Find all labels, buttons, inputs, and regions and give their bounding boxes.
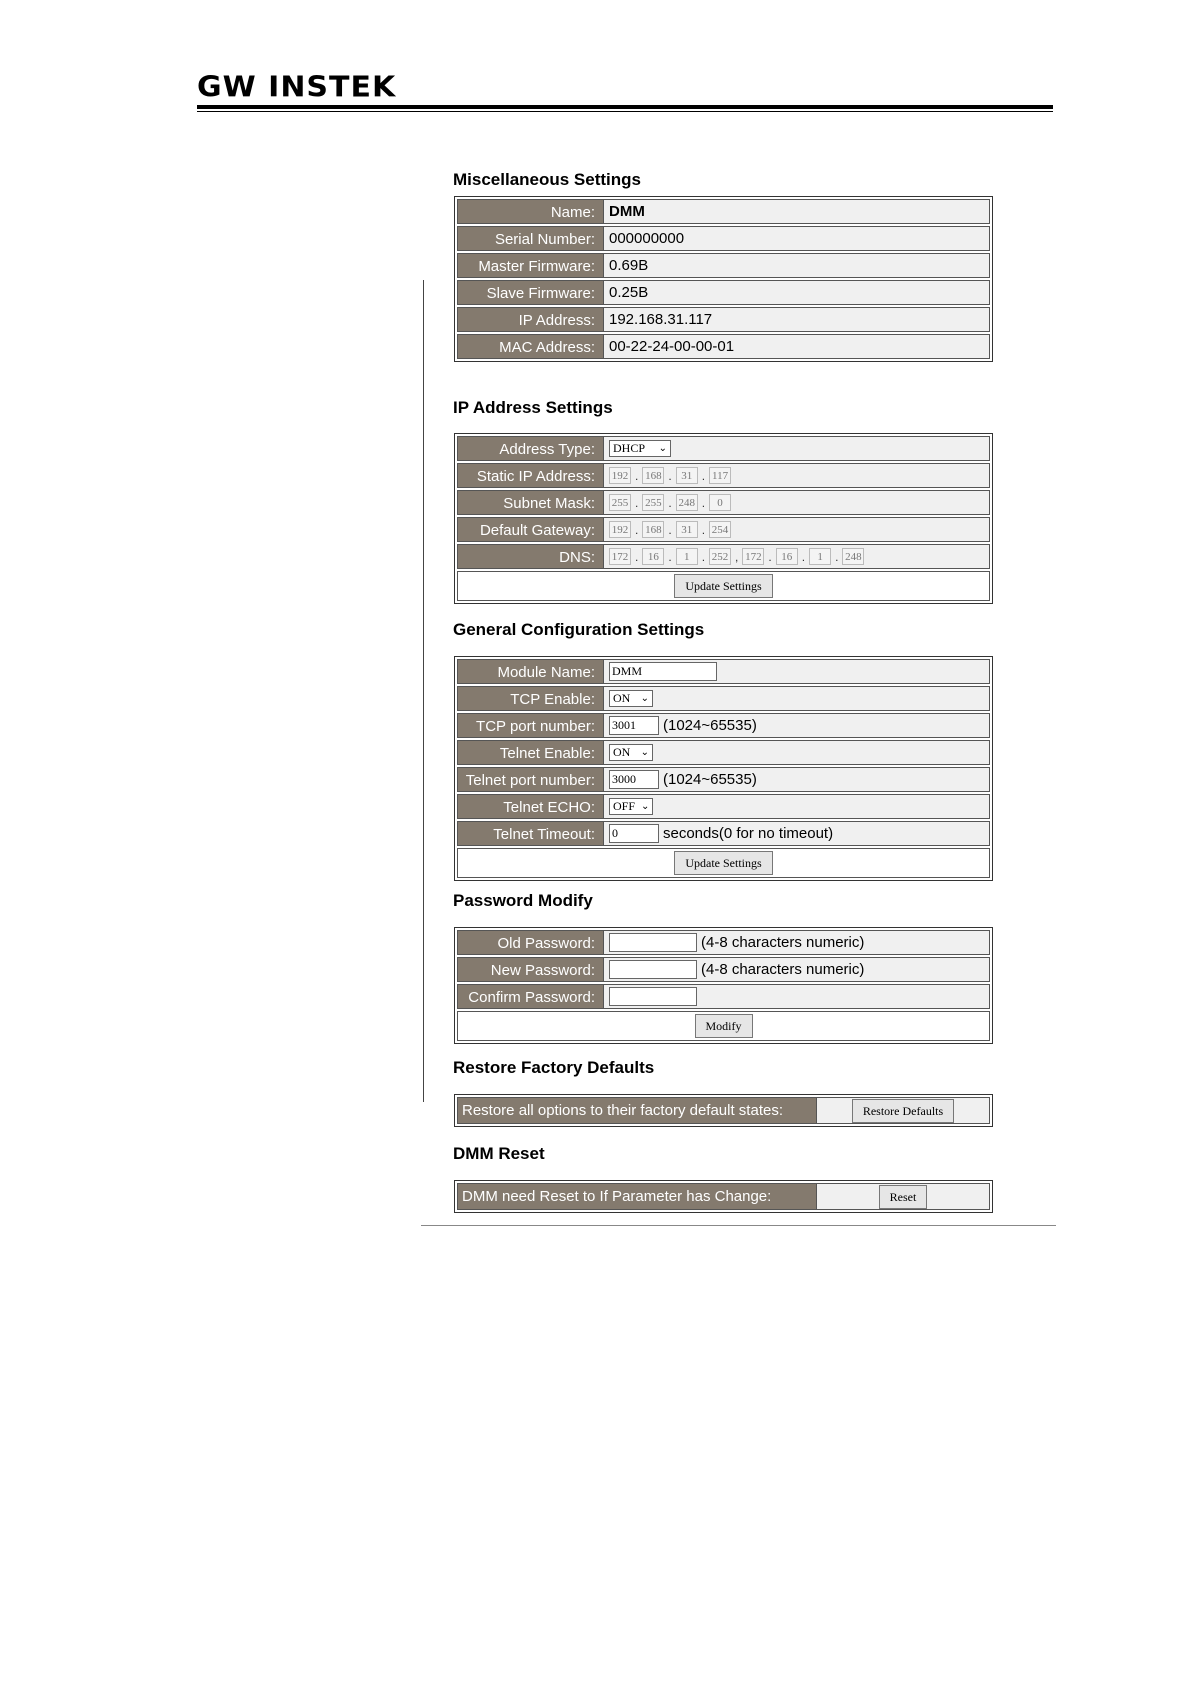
misc-row <box>457 199 990 224</box>
dns2-octet-2[interactable]: 16 <box>776 548 798 565</box>
ip-dot: . <box>635 495 639 510</box>
subnet-mask-label: Subnet Mask: <box>458 491 604 514</box>
ip-dot: . <box>835 549 839 564</box>
dns1-octet-2[interactable]: 16 <box>642 548 664 565</box>
confirm-password-label: Confirm Password: <box>458 985 604 1008</box>
dns1-octet-1[interactable]: 172 <box>609 548 631 565</box>
gateway-octet-3[interactable]: 31 <box>676 521 698 538</box>
subnet-octet-2[interactable]: 255 <box>642 494 664 511</box>
misc-row <box>457 334 990 359</box>
address-type-label: Address Type: <box>458 437 604 460</box>
new-password-input[interactable] <box>609 960 697 979</box>
tcp-enable-select[interactable] <box>609 690 653 707</box>
telnet-echo-label: Telnet ECHO: <box>458 795 604 818</box>
misc-row <box>457 307 990 332</box>
ip-address-label: IP Address: <box>458 308 604 331</box>
mac-address-value: 00-22-24-00-00-01 <box>609 338 735 355</box>
old-password-input[interactable] <box>609 933 697 952</box>
ip-button-row <box>457 571 990 601</box>
misc-row <box>457 253 990 278</box>
ip-settings-panel <box>454 433 993 604</box>
confirm-password-input[interactable] <box>609 987 697 1006</box>
static-ip-octet-3[interactable]: 31 <box>676 467 698 484</box>
subnet-octet-1[interactable]: 255 <box>609 494 631 511</box>
ip-dot: . <box>668 549 672 564</box>
old-password-label: Old Password: <box>458 931 604 954</box>
header-rule-thin <box>197 111 1053 112</box>
address-type-value: DHCP <box>613 441 646 455</box>
telnet-timeout-input[interactable]: 0 <box>609 824 659 843</box>
gateway-label: Default Gateway: <box>458 518 604 541</box>
tcp-enable-label: TCP Enable: <box>458 687 604 710</box>
ip-dot: . <box>768 549 772 564</box>
ip-dot: . <box>668 522 672 537</box>
general-settings-panel <box>454 656 993 881</box>
static-ip-octet-4[interactable]: 117 <box>709 467 731 484</box>
tcp-port-label: TCP port number: <box>458 714 604 737</box>
serial-value: 000000000 <box>609 230 685 247</box>
header-rule-thick <box>197 105 1053 109</box>
gw-instek-logo: GW INSTEK <box>197 70 397 105</box>
margin-line <box>423 280 424 1102</box>
reset-button[interactable]: Reset <box>879 1185 928 1209</box>
dns1-octet-4[interactable]: 252 <box>709 548 731 565</box>
telnet-port-input[interactable]: 3000 <box>609 770 659 789</box>
password-modify-panel <box>454 927 993 1044</box>
ip-dot: . <box>635 468 639 483</box>
footer-rule <box>421 1225 1056 1226</box>
tcp-port-input[interactable]: 3001 <box>609 716 659 735</box>
ip-dot: . <box>701 522 706 537</box>
modify-button[interactable]: Modify <box>695 1014 753 1038</box>
dmm-reset-text: DMM need Reset to If Parameter has Change: <box>458 1184 817 1209</box>
module-name-input[interactable]: DMM <box>609 662 717 681</box>
static-ip-octet-1[interactable]: 192 <box>609 467 631 484</box>
password-modify-title: Password Modify <box>453 891 593 910</box>
ip-dot: . <box>668 468 672 483</box>
slave-fw-label: Slave Firmware: <box>458 281 604 304</box>
serial-label: Serial Number: <box>458 227 604 250</box>
new-password-label: New Password: <box>458 958 604 981</box>
dns-separator: , <box>735 549 739 564</box>
ip-settings-title: IP Address Settings <box>453 398 613 417</box>
dns2-octet-1[interactable]: 172 <box>742 548 764 565</box>
chevron-down-icon: ⌄ <box>658 443 667 454</box>
telnet-port-range-note: (1024~65535) <box>663 771 757 788</box>
telnet-enable-label: Telnet Enable: <box>458 741 604 764</box>
module-name-label: Module Name: <box>458 660 604 683</box>
ip-dot: . <box>635 522 639 537</box>
static-ip-label: Static IP Address: <box>458 464 604 487</box>
ip-dot: . <box>701 468 706 483</box>
telnet-echo-select[interactable] <box>609 798 653 815</box>
telnet-timeout-note: seconds(0 for no timeout) <box>663 825 834 842</box>
ip-dot: . <box>701 549 706 564</box>
dns1-octet-3[interactable]: 1 <box>676 548 698 565</box>
telnet-echo-value: OFF <box>613 799 636 813</box>
telnet-enable-select[interactable] <box>609 744 653 761</box>
ip-dot: . <box>701 495 706 510</box>
telnet-enable-value: ON <box>613 745 631 759</box>
chevron-down-icon: ⌄ <box>640 693 649 704</box>
ip-address-value: 192.168.31.117 <box>609 311 713 328</box>
password-button-row <box>457 1011 990 1041</box>
ip-dot: . <box>635 549 639 564</box>
dmm-reset-title: DMM Reset <box>453 1144 545 1163</box>
ip-update-settings-button[interactable]: Update Settings <box>674 574 772 598</box>
restore-defaults-title: Restore Factory Defaults <box>453 1058 655 1077</box>
dns2-octet-4[interactable]: 248 <box>842 548 864 565</box>
chevron-down-icon: ⌄ <box>641 801 650 812</box>
ip-dot: . <box>668 495 672 510</box>
general-settings-title: General Configuration Settings <box>453 620 705 639</box>
misc-row <box>457 280 990 305</box>
misc-settings-panel <box>454 196 993 362</box>
telnet-timeout-label: Telnet Timeout: <box>458 822 604 845</box>
dns-label: DNS: <box>458 545 604 568</box>
static-ip-octet-2[interactable]: 168 <box>642 467 664 484</box>
tcp-port-range-note: (1024~65535) <box>663 717 757 734</box>
general-button-row <box>457 848 990 878</box>
ip-dot: . <box>801 549 806 564</box>
telnet-port-label: Telnet port number: <box>458 768 604 791</box>
master-fw-value: 0.69B <box>609 257 649 274</box>
name-value: DMM <box>609 203 645 220</box>
new-password-note: (4-8 characters numeric) <box>701 961 865 978</box>
restore-defaults-panel <box>454 1094 993 1127</box>
gateway-octet-1[interactable]: 192 <box>609 521 631 538</box>
misc-row <box>457 226 990 251</box>
subnet-octet-3[interactable]: 248 <box>676 494 698 511</box>
restore-defaults-button[interactable]: Restore Defaults <box>852 1099 954 1123</box>
name-label: Name: <box>458 200 604 223</box>
mac-address-label: MAC Address: <box>458 335 604 358</box>
dns2-octet-3[interactable]: 1 <box>809 548 831 565</box>
gateway-octet-2[interactable]: 168 <box>642 521 664 538</box>
subnet-octet-4[interactable]: 0 <box>709 494 731 511</box>
restore-defaults-text: Restore all options to their factory default states: <box>458 1098 817 1123</box>
master-fw-label: Master Firmware: <box>458 254 604 277</box>
tcp-enable-value: ON <box>613 691 631 705</box>
slave-fw-value: 0.25B <box>609 284 649 301</box>
address-type-select[interactable] <box>609 440 671 457</box>
general-update-settings-button[interactable]: Update Settings <box>674 851 772 875</box>
misc-settings-title: Miscellaneous Settings <box>453 170 641 189</box>
gateway-octet-4[interactable]: 254 <box>709 521 731 538</box>
chevron-down-icon: ⌄ <box>640 747 649 758</box>
old-password-note: (4-8 characters numeric) <box>701 934 865 951</box>
dmm-reset-panel <box>454 1180 993 1213</box>
